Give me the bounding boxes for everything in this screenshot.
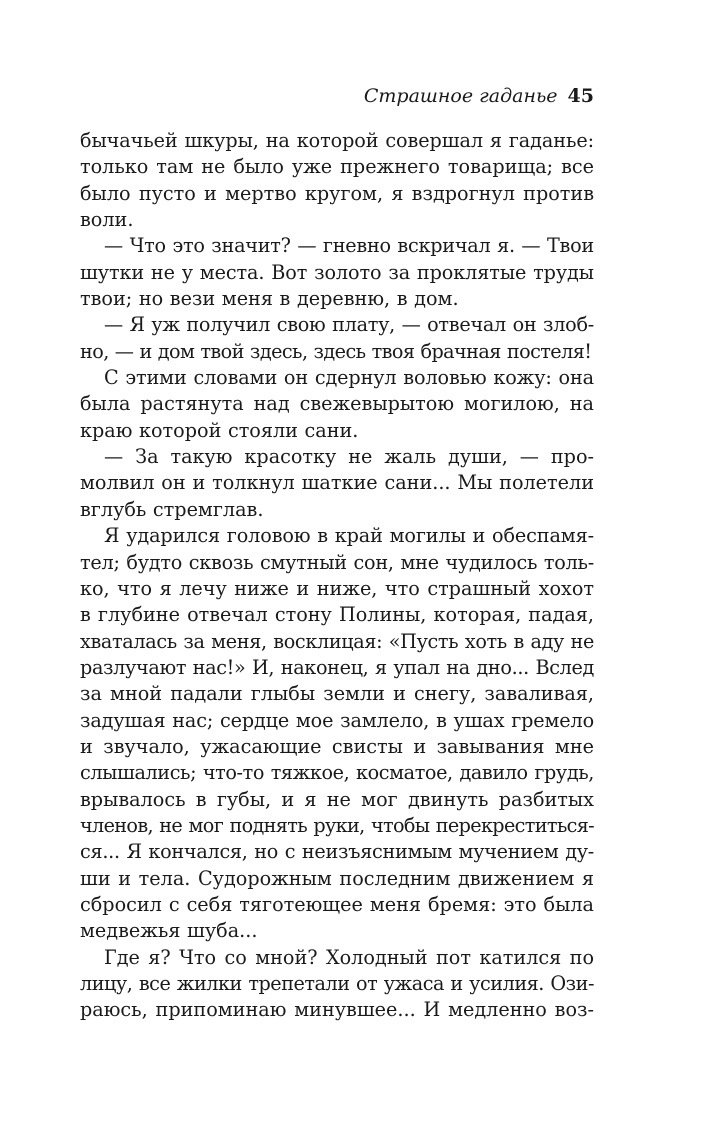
text-line: Я ударился головою в край могилы и обеспамя- bbox=[104, 524, 594, 548]
text-line: ся... Я кончался, но с неизъяснимым мучением ду- bbox=[80, 840, 594, 864]
text-line: но, — и дом твой здесь, здесь твоя брачная постеля! bbox=[80, 339, 592, 363]
text-line: было пусто и мертво кругом, я вздрогнул против bbox=[80, 181, 594, 205]
text-line: только там не было уже прежнего товарища; все bbox=[80, 155, 594, 179]
text-line: задушая нас; сердце мое замлело, в ушах гремело bbox=[80, 708, 594, 732]
text-line: ко, что я лечу ниже и ниже, что страшный хохот bbox=[80, 576, 594, 600]
text-line: слышались; что-то тяжкое, косматое, давило грудь, bbox=[80, 761, 594, 785]
text-line: за мной падали глыбы земли и снегу, заваливая, bbox=[80, 682, 594, 706]
text-line: краю которой стояли сани. bbox=[80, 418, 359, 442]
text-line: твои; но вези меня в деревню, в дом. bbox=[80, 287, 459, 311]
running-title: Страшное гаданье bbox=[363, 85, 558, 107]
text-line: — Я уж получил свою плату, — отвечал он злоб- bbox=[104, 313, 594, 337]
text-line: разлучают нас!» И, наконец, я упал на дно... Вслед bbox=[80, 655, 594, 679]
text-line: сбросил с себя тяготеющее меня бремя: это была bbox=[80, 892, 594, 916]
text-line: хваталась за меня, восклицая: «Пусть хоть в аду не bbox=[80, 629, 594, 653]
text-line: медвежья шуба... bbox=[80, 919, 258, 943]
text-line: ши и тела. Судорожным последним движением я bbox=[80, 866, 594, 890]
text-line: в глубине отвечал стону Полины, которая, падая, bbox=[80, 603, 594, 627]
text-line: Где я? Что со мной? Холодный пот катился по bbox=[104, 945, 594, 969]
text-line: тел; будто сквозь смутный сон, мне чудилось толь- bbox=[80, 550, 594, 574]
text-line: шутки не у места. Вот золото за проклятые труды bbox=[80, 260, 594, 284]
text-line: — Что это значит? — гневно вскричал я. — Твои bbox=[104, 234, 594, 258]
text-line: раюсь, припоминаю минувшее... И медленно воз- bbox=[80, 998, 594, 1022]
text-line: была растянута над свежевырытою могилою, на bbox=[80, 392, 594, 416]
text-line: молвил он и толкнул шаткие сани... Мы полетели bbox=[80, 471, 594, 495]
body-text bbox=[80, 128, 594, 1024]
page-number: 45 bbox=[567, 85, 594, 107]
running-header bbox=[80, 84, 594, 108]
text-line: членов, не мог поднять руки, чтобы перекреститься- bbox=[80, 813, 594, 837]
text-line: бычачьей шкуры, на которой совершал я гаданье: bbox=[80, 129, 594, 152]
text-line: лицу, все жилки трепетали от ужаса и усилия. Ози- bbox=[80, 972, 594, 995]
text-line: С этими словами он сдернул воловью кожу: она bbox=[104, 366, 594, 390]
text-line: — За такую красотку не жаль души, — про- bbox=[104, 445, 594, 469]
text-line: и звучало, ужасающие свисты и завывания мне bbox=[80, 734, 594, 758]
text-line: врывалось в губы, и я не мог двинуть разбитых bbox=[80, 787, 594, 811]
text-line: вглубь стремглав. bbox=[80, 497, 264, 521]
text-line: воли. bbox=[80, 208, 134, 232]
